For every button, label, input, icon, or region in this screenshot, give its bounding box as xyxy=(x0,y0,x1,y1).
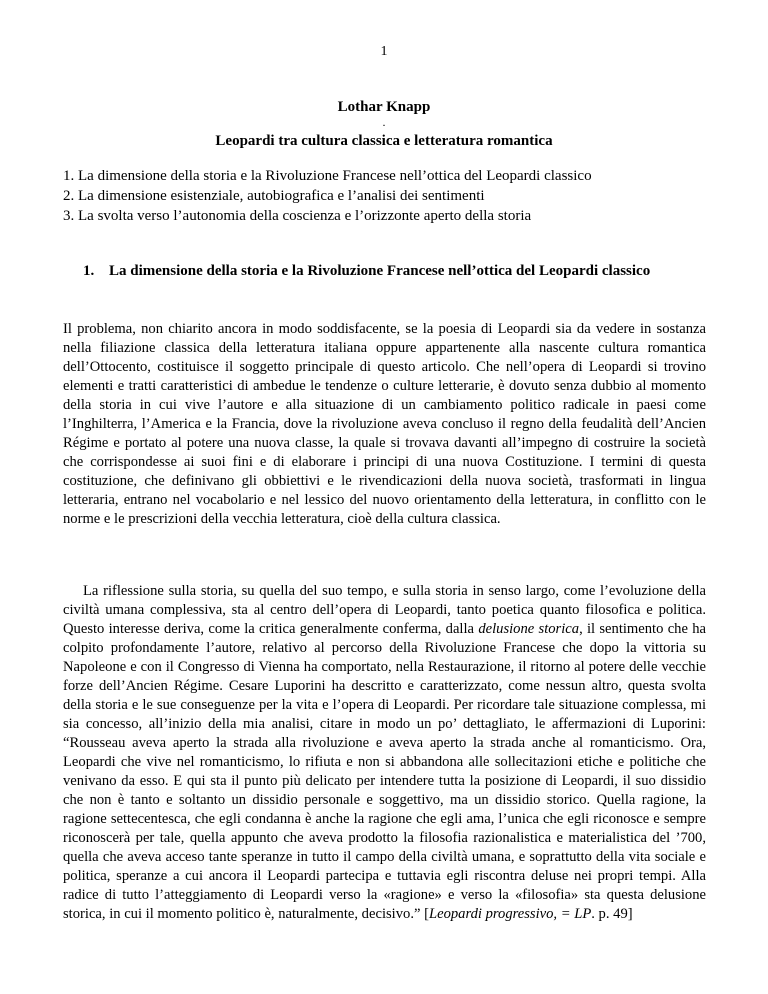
body-paragraph-2 xyxy=(63,582,706,924)
toc-item: 1. La dimensione della storia e la Rivoluzione Francese nell’ottica del Leopardi classico xyxy=(63,168,592,184)
emphasis-text: delusione storica xyxy=(478,621,580,637)
citation-title: Leopardi progressivo, = LP xyxy=(428,906,592,922)
author-name: Lothar Knapp xyxy=(337,99,431,115)
paragraph-text: . p. 49] xyxy=(591,906,633,922)
section-heading xyxy=(83,262,705,281)
toc-item: 2. La dimensione esistenziale, autobiografica e l’analisi dei sentimenti xyxy=(63,188,485,204)
section-heading-text: La dimensione della storia e la Rivoluzione Francese nell’ottica del Leopardi classico xyxy=(109,263,651,279)
table-of-contents xyxy=(63,166,723,226)
paragraph-text: La riflessione sulla storia, su quella del suo tempo, e sulla storia in senso largo, come l’evoluzione della civiltà umana complessiva, sta al centro dell’opera di Leopardi, tanto poetica quanto filosofica e politica. Questo interesse deriva, come la critica generalmente conferma, dalla xyxy=(63,583,706,637)
toc-item: 3. La svolta verso l’autonomia della coscienza e l’orizzonte aperto della storia xyxy=(63,208,532,224)
body-paragraph-1: Il problema, non chiarito ancora in modo soddisfacente, se la poesia di Leopardi sia da vedere in sostanza nella filiazione classica della letteratura italiana oppure appartenente alla nascente cultura romantica dell’Ottocento, costituisce il soggetto principale di questo articolo. Che nell’opera di Leopardi si trovino elementi e tratti caratteristici di ambedue le tendenze o culture letterarie, è dovuto senza dubbio al momento della storia in cui vive l’autore e alla situazione di un cambiamento politico radicale in paesi come l’Inghilterra, l’America e la Francia, dove la rivoluzione aveva concluso il regno della feudalità dell’Ancien Régime e portato al potere una nuova classe, la quale si trovava davanti all’impegno di costruire la società che corrispondesse ai suoi fini e di elaborare i principi di una nuova Costituzione. I termini di questa costituzione, che definivano gli obbiettivi e le rivendicazioni della nuova società, trasformati in lingua letteraria, entrano nel vocabolario e nel lessico del nuovo orientamento della letteratura, in conflitto con le norme e le prescrizioni della vecchia letteratura, cioè della cultura classica. xyxy=(63,321,706,527)
page-number: 1 xyxy=(380,44,388,59)
article-title: Leopardi tra cultura classica e letteratura romantica xyxy=(215,133,553,149)
separator-dot: . xyxy=(382,115,386,129)
paragraph-text: , il sentimento che ha colpito profondamente l’autore, relativo al percorso della Rivoluzione Francese che dopo la vittoria su Napoleone e con il Congresso di Vienna ha comportato, nella Restaurazione, il ritorno al potere delle vecchie forze dell’Ancien Régime. Cesare Luporini ha descritto e caratterizzato, come nessun altro, questa svolta della storia e le sue conseguenze per la vita e l’opera di Leopardi. Per ricordare tale situazione complessa, mi sia concesso, all’inizio della mia analisi, citare in modo un po’ dettagliato, le affermazioni di Luporini: “Rousseau aveva aperto la strada alla rivoluzione e aveva aperto la strada anche al romanticismo. Ora, Leopardi che vive nel romanticismo, lo rifiuta e non si abbandona alle sollecitazioni etiche e politiche che venivano da esso. E qui sta il punto più delicato per intendere tutta la posizione di Leopardi, il suo dissidio che non è tanto e soltanto un dissidio personale e soggettivo, ma un dissidio storico. Quella ragione, la ragione settecentesca, che egli condanna è anche la ragione che egli ama, l’unica che egli riconosce e sempre riconoscerà per tale, quella appunto che aveva prodotto la filosofia razionalistica e materialistica del ’700, quella che aveva acceso tante speranze in tutto il campo della civiltà umana, e soprattutto della vita sociale e politica, speranze a cui ancora il Leopardi partecipa e tuttavia egli riscontra deluse nei propri tempi. Alla radice di tutto l’atteggiamento di Leopardi verso la «ragione» e verso la «filosofia» sta questa delusione storica, in cui il momento politico è, naturalmente, decisivo.” [ xyxy=(63,621,706,922)
section-number: 1. xyxy=(83,263,95,279)
